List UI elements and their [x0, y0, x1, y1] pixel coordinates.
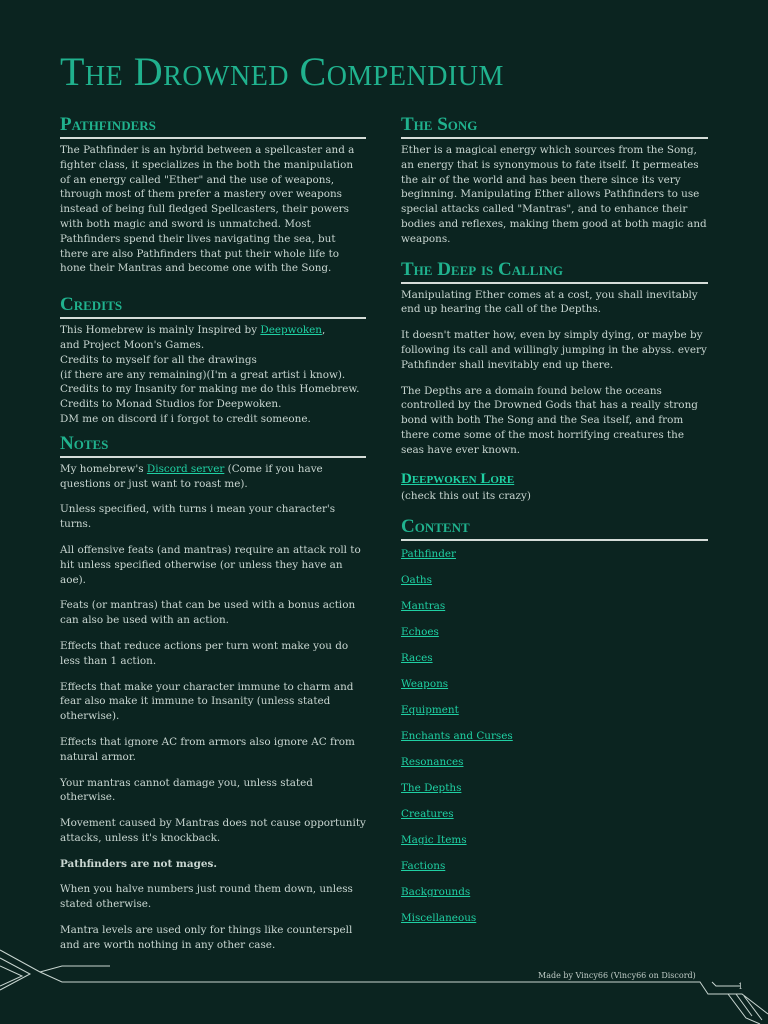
notes-heading: Notes	[60, 433, 366, 458]
lore-subtext: (check this out its crazy)	[401, 489, 531, 502]
footer-credit: Made by Vincy66 (Vincy66 on Discord)	[538, 971, 696, 980]
credits-text	[60, 323, 366, 427]
deep-calling-heading: The Deep is Calling	[401, 259, 708, 284]
content-link-mantras[interactable]: Mantras	[401, 600, 446, 613]
note-item: Effects that ignore AC from armors also ignore AC from natural armor.	[60, 735, 355, 763]
page-number: 1	[738, 982, 744, 991]
pathfinders-text: The Pathfinder is an hybrid between a spellcaster and a fighter class, it specializes in the both the manipulation of an energy called "Ether" and the use of weapons, through most of them prefer a mastery over weapons instead of being full fledged Spellcasters, their powers with both magic and sword is unmatched. Most Pathfinders spend their lives navigating the sea, but there are also Pathfinders that put their whole life to hone their Mantras and become one with the Song.	[60, 144, 355, 275]
deepwoken-link[interactable]: Deepwoken	[260, 324, 322, 337]
content-heading: Content	[401, 516, 708, 541]
credits-section	[60, 294, 366, 427]
credits-line-1-suffix: ,	[321, 324, 326, 337]
notes-intro-suffix: (Come if you have questions or just want to roast me).	[60, 462, 323, 490]
note-item: All offensive feats (and mantras) require an attack roll to hit unless specified otherwise (or unless they have an aoe).	[60, 543, 361, 586]
note-item-bold: Pathfinders are not mages.	[60, 857, 217, 870]
content-link-backgrounds[interactable]: Backgrounds	[401, 886, 471, 899]
deep-paragraph: Manipulating Ether comes at a cost, you shall inevitably end up hearing the call of the Depths.	[401, 288, 698, 316]
note-item: Unless specified, with turns i mean your character's turns.	[60, 503, 336, 531]
content-link-echoes[interactable]: Echoes	[401, 626, 439, 639]
content-link-magic-items[interactable]: Magic Items	[401, 834, 467, 847]
content-link-miscellaneous[interactable]: Miscellaneous	[401, 912, 477, 925]
notes-intro-prefix: My homebrew's	[60, 462, 147, 475]
lore-section	[401, 468, 708, 504]
credits-line-2: and Project Moon's Games.	[60, 338, 205, 351]
credits-line-6: Credits to Monad Studios for Deepwoken.	[60, 398, 282, 411]
content-link-resonances[interactable]: Resonances	[401, 756, 464, 769]
content-list	[401, 545, 708, 925]
note-item: Mantra levels are used only for things like counterspell and are worth nothing in any other case.	[60, 924, 353, 951]
note-item: Your mantras cannot damage you, unless stated otherwise.	[60, 776, 313, 804]
song-section	[401, 114, 708, 247]
notes-intro	[60, 462, 366, 492]
deep-calling-section	[401, 259, 708, 458]
content-link-enchants-and-curses[interactable]: Enchants and Curses	[401, 730, 513, 743]
right-column	[401, 114, 708, 937]
discord-server-link[interactable]: Discord server	[146, 462, 225, 475]
page-title: The Drowned Compendium	[60, 49, 504, 94]
credits-heading: Credits	[60, 294, 366, 319]
song-heading: The Song	[401, 114, 708, 139]
credits-line-5: Credits to my Insanity for making me do this Homebrew.	[60, 383, 360, 396]
note-item: Movement caused by Mantras does not cause opportunity attacks, unless it's knockback.	[60, 817, 366, 844]
credits-line-7: DM me on discord if i forgot to credit someone.	[60, 412, 311, 425]
credits-line-1-prefix: This Homebrew is mainly Inspired by	[60, 324, 261, 337]
deepwoken-lore-link[interactable]: Deepwoken Lore	[401, 470, 515, 487]
content-link-races[interactable]: Races	[401, 652, 433, 665]
note-item: Effects that make your character immune to charm and fear also make it immune to Insanity (unless stated otherwise).	[60, 680, 354, 723]
deep-paragraph: It doesn't matter how, even by simply dying, or maybe by following its call and willingly jumping in the abyss. every Pathfinder shall inevitably end up there.	[401, 329, 707, 371]
left-column	[60, 114, 366, 964]
content-link-weapons[interactable]: Weapons	[401, 678, 449, 691]
note-item: Feats (or mantras) that can be used with a bonus action can also be used with an action.	[60, 599, 356, 627]
content-section	[401, 516, 708, 925]
pathfinders-section	[60, 114, 366, 276]
content-link-equipment[interactable]: Equipment	[401, 704, 459, 717]
credits-line-4: (if there are any remaining)(I'm a great artist i know).	[60, 368, 346, 381]
content-link-pathfinder[interactable]: Pathfinder	[401, 548, 456, 561]
song-text: Ether is a magical energy which sources from the Song, an energy that is synonymous to fate itself. It permeates the air of the world and has been there since its very beginning. Manipulating Ether allows Pathfinders to use special attacks called "Mantras", and to enhance their bodies and reflexes, making them good at both magic and weapons.	[401, 144, 707, 245]
deep-paragraph: The Depths are a domain found below the oceans controlled by the Drowned Gods that has a really strong bond with both The Song and the Sea itself, and from there come some of the most horrifying creatures the seas have ever known.	[401, 384, 698, 456]
note-item: Effects that reduce actions per turn wont make you do less than 1 action.	[60, 639, 349, 667]
content-link-oaths[interactable]: Oaths	[401, 574, 432, 587]
notes-section	[60, 433, 366, 953]
content-link-creatures[interactable]: Creatures	[401, 808, 454, 821]
note-item: When you halve numbers just round them down, unless stated otherwise.	[60, 883, 353, 911]
pathfinders-heading: Pathfinders	[60, 114, 366, 139]
content-link-factions[interactable]: Factions	[401, 860, 446, 873]
credits-line-3: Credits to myself for all the drawings	[60, 353, 257, 366]
content-link-the-depths[interactable]: The Depths	[401, 782, 462, 795]
